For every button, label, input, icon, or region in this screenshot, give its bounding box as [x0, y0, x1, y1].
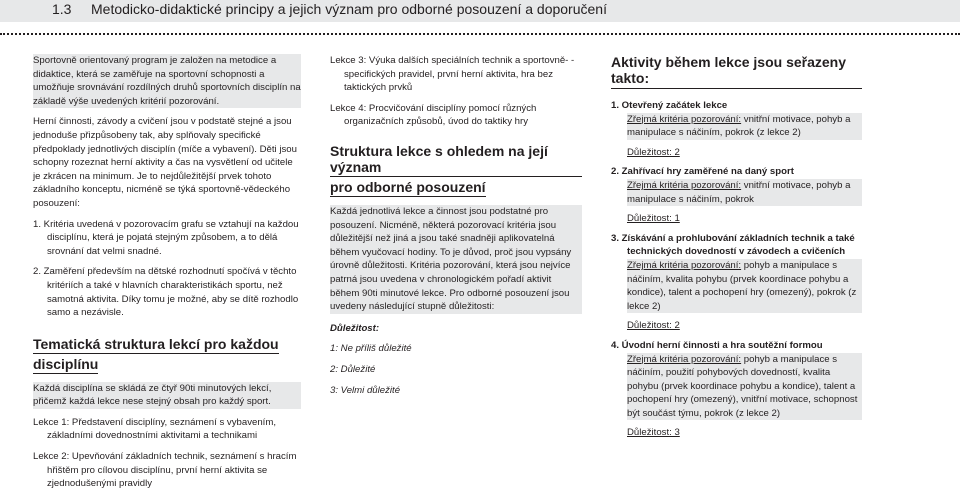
chapter-header-bar [0, 0, 960, 22]
activity-head: 2. Zahřívací hry zaměřené na daný sport [611, 166, 794, 178]
column-middle [330, 54, 582, 404]
structure-paragraph: Každá disciplína se skládá ze čtyř 90ti minutových lekcí, přičemž každá lekce nese stejný obsah pro každý sport. [33, 382, 301, 409]
activity-criteria: Zřejmá kritéria pozorování: pohyb a manipulace s náčiním, kvalita pohybu (prvek koordinace pohybu a kondice), talent a pochopení hry (omezený), pokrok (z lekce 2) [627, 259, 862, 313]
importance-level: 2: Důležité [330, 363, 376, 375]
list-item: 2. Zaměření především na dětské rozhodnutí spočívá v těchto kritériích a také v hlavních charakteristikách sportu, než samotná aktivita. Díky tomu je možné, aby se dítě rozhodlo samo a nezávisle. [33, 266, 299, 319]
list-item: 1. Kritéria uvedená v pozorovacím grafu se vztahují na každou disciplínu, která je pojatá stejným způsobem, a to dělá srovnání dat velmi snadné. [33, 218, 299, 257]
heading-line: disciplínu [33, 355, 99, 372]
section-number: 1.3 [52, 1, 72, 17]
activity-item [611, 232, 862, 333]
activity-importance: Důležitost: 2 [627, 146, 680, 158]
intro-paragraph: Sportovně orientovaný program je založen na metodice a didaktice, která se zaměřuje na sportovní schopnosti a umožňuje srovnávání rozdílných druhů sportovních disciplín na základě výše uvedených kritérií pozorování. [33, 55, 301, 107]
column-left [33, 54, 301, 498]
heading-line: Struktura lekce s ohledem na její význam [330, 143, 582, 177]
activity-importance: Důležitost: 2 [627, 320, 680, 332]
section-title: Metodicko-didaktické principy a jejich význam pro odborné posouzení a doporučení [91, 1, 607, 17]
activity-criteria: Zřejmá kritéria pozorování: pohyb a manipulace s náčiním, použití pohybových dovedností, kvalita pohybu (prvek koordinace pohybu a kondice), talent a pochopení hry (omezený), vnitřní motivace, schopnost být součást týmu, pokrok (z lekce 2) [627, 353, 862, 421]
assessment-paragraph: Každá jednotlivá lekce a činnost jsou podstatné pro posouzení. Nicméně, některá pozorovací kritéria jsou důležitější než jiná a jsou také snadněji aplikovatelná během vyučovací hodiny. To je důvod, proč jsou vypsány úrovně důležitosti. Kritéria pozorování, která jsou nejvíce patrná jsou uvedena v chronologickém pořadí aktivit během 90ti minutové lekce. Pro odborné posouzení jsou uvedeny následující stupně důležitosti: [330, 205, 582, 314]
activity-importance: Důležitost: 1 [627, 213, 680, 225]
lesson-3: Lekce 3: Výuka dalších speciálních technik a sportovně- -specifických pravidel, první herní aktivita, hra bez taktických prvků [330, 55, 575, 94]
column-right [611, 54, 862, 446]
lesson-4: Lekce 4: Procvičování disciplíny pomocí různých organizačních způsobů, úvod do taktiky hry [330, 102, 537, 128]
activities-title: Aktivity během lekce jsou seřazeny takto: [611, 54, 862, 89]
importance-level: 3: Velmi důležité [330, 384, 401, 396]
lesson-2: Lekce 2: Upevňování základních technik, seznámení s hracím hřištěm pro cílovou disciplínu, první herní aktivita se zjednodušenými pravidly [33, 451, 297, 490]
activity-importance: Důležitost: 3 [627, 427, 680, 439]
section-heading [330, 143, 582, 197]
section-heading [33, 336, 301, 374]
importance-level: 1: Ne příliš důležité [330, 343, 412, 355]
games-paragraph: Herní činnosti, závody a cvičení jsou v podstatě stejné a jsou jednoduše přizpůsobeny tak, aby splňovaly specifické předpoklady jednotlivých disciplín (míče a vybavení). Děti jsou schopny rozeznat herní aktivity a čas na vysvětlení od učitele je zkrácen na minimum. Je to nejdůležitější prvek tohoto základního konceptu, nicméně se týká sportovně-vědeckého posouzení: [33, 116, 297, 209]
dotted-divider [0, 33, 960, 35]
activity-item [611, 339, 862, 440]
activity-head: 4. Úvodní herní činnosti a hra soutěžní formou [611, 339, 823, 351]
activity-head: 1. Otevřený začátek lekce [611, 100, 728, 111]
activity-item [611, 99, 862, 159]
activity-head: 3. Získávání a prohlubování základních technik a také technických dovedností v závodech a cvičeních [611, 232, 855, 258]
activity-item [611, 165, 862, 225]
lesson-1: Lekce 1: Představení disciplíny, seznámení s vybavením, základními dovednostními aktivitami a technikami [33, 416, 276, 442]
activity-criteria: Zřejmá kritéria pozorování: vnitřní motivace, pohyb a manipulace s náčiním, pokrok [627, 179, 862, 206]
heading-line: Tematická struktura lekcí pro každou [33, 335, 279, 352]
importance-label: Důležitost: [330, 322, 380, 334]
heading-line: pro odborné posouzení [330, 178, 486, 195]
activity-criteria: Zřejmá kritéria pozorování: vnitřní motivace, pohyb a manipulace s náčiním, pokrok (z lekce 2) [627, 113, 862, 140]
